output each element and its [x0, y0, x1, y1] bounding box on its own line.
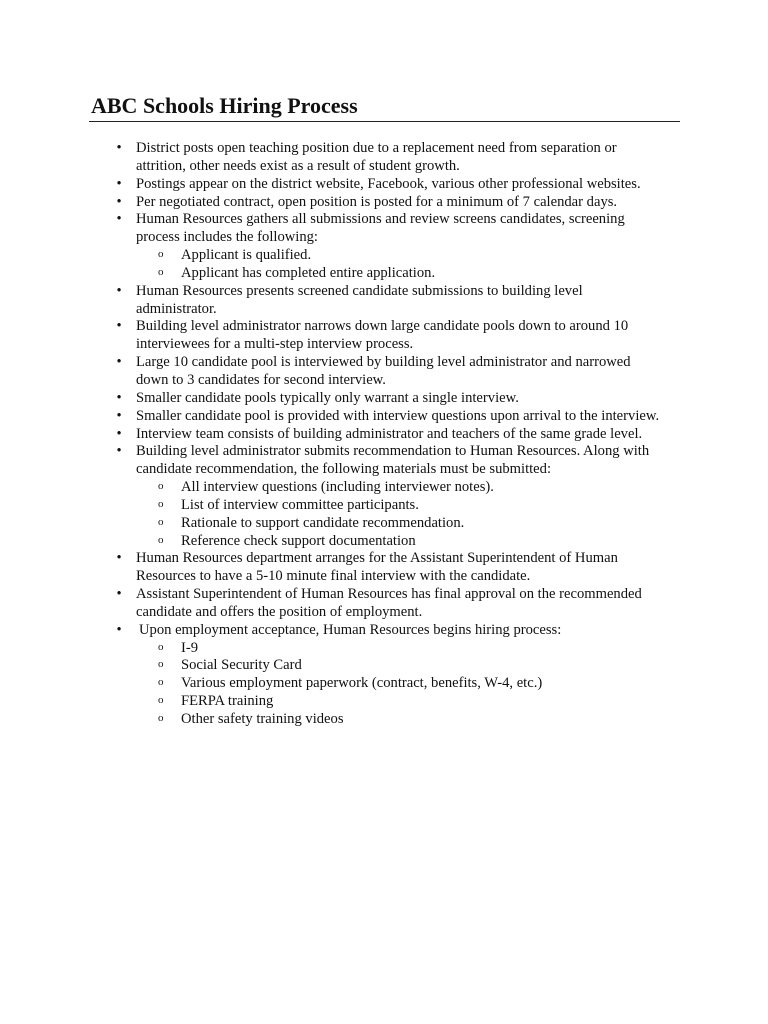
- bullet-icon: •: [116, 425, 122, 442]
- sub-bullet-icon: o: [158, 515, 164, 528]
- list-item: [112, 283, 682, 319]
- list-item-text: Human Resources gathers all submissions and review screens candidates, screening: [136, 211, 625, 228]
- sub-list-item-text: Social Security Card: [181, 657, 302, 674]
- bullet-icon: •: [116, 586, 122, 603]
- list-item-text: Building level administrator submits recommendation to Human Resources. Along with: [136, 443, 650, 460]
- sub-list-item: [136, 640, 682, 658]
- sub-list-item-text: Reference check support documentation: [181, 532, 416, 549]
- list-item-text: Postings appear on the district website, Facebook, various other professional websites.: [136, 175, 641, 192]
- list-item: [112, 354, 682, 390]
- list-item-text: Large 10 candidate pool is interviewed by building level administrator and narrowed: [136, 354, 631, 371]
- sub-bullet-icon: o: [158, 676, 164, 689]
- list-item-text: candidate and offers the position of employment.: [136, 603, 423, 620]
- list-item-text: administrator.: [136, 300, 217, 317]
- list-item-text: Human Resources presents screened candidate submissions to building level: [136, 282, 583, 299]
- sub-list: [136, 247, 682, 283]
- sub-list-item-text: Applicant is qualified.: [181, 247, 312, 264]
- list-item-text: Human Resources department arranges for the Assistant Superintendent of Human: [136, 550, 618, 567]
- bullet-icon: •: [116, 407, 122, 424]
- list-item-text: down to 3 candidates for second interview.: [136, 371, 386, 388]
- list-item-text: Smaller candidate pool is provided with interview questions upon arrival to the interview.: [136, 407, 660, 424]
- sub-bullet-icon: o: [158, 265, 164, 278]
- list-item: [112, 390, 682, 408]
- list-item-text: attrition, other needs exist as a result of student growth.: [136, 157, 460, 174]
- bullet-icon: •: [116, 389, 122, 406]
- sub-list-item: [136, 497, 682, 515]
- bullet-icon: •: [116, 318, 122, 335]
- sub-list-item-text: Other safety training videos: [181, 711, 344, 727]
- sub-list-item-text: Rationale to support candidate recommendation.: [181, 514, 465, 531]
- sub-list-item-text: Various employment paperwork (contract, benefits, W-4, etc.): [181, 675, 543, 692]
- title-underline: [89, 121, 680, 122]
- sub-list-item: [136, 675, 682, 693]
- sub-list-item: [136, 515, 682, 533]
- sub-list-item: [136, 479, 682, 497]
- bullet-icon: •: [116, 550, 122, 567]
- list-item-text: Resources to have a 5-10 minute final interview with the candidate.: [136, 568, 531, 585]
- sub-list-item: [136, 533, 682, 551]
- sub-bullet-icon: o: [158, 658, 164, 671]
- list-item-text: process includes the following:: [136, 229, 318, 246]
- hiring-process-list: [112, 140, 682, 729]
- sub-list-item-text: Applicant has completed entire application.: [181, 264, 436, 281]
- sub-list-item-text: FERPA training: [181, 693, 274, 710]
- list-item-text: District posts open teaching position due to a replacement need from separation or: [136, 140, 617, 156]
- list-item: [112, 176, 682, 194]
- sub-bullet-icon: o: [158, 533, 164, 546]
- list-item-text: Interview team consists of building administrator and teachers of the same grade level.: [136, 425, 643, 442]
- sub-list-item-text: List of interview committee participants.: [181, 496, 419, 513]
- sub-list-item: [136, 711, 682, 729]
- sub-list-item: [136, 247, 682, 265]
- bullet-icon: •: [116, 140, 122, 156]
- bullet-icon: •: [116, 354, 122, 371]
- sub-bullet-icon: o: [158, 712, 164, 724]
- list-item: [112, 622, 682, 729]
- list-item: [112, 586, 682, 622]
- list-item-text: candidate recommendation, the following materials must be submitted:: [136, 461, 552, 478]
- list-item: [112, 194, 682, 212]
- list-item-text: Per negotiated contract, open position is posted for a minimum of 7 calendar days.: [136, 193, 618, 210]
- list-item: [112, 140, 682, 176]
- sub-bullet-icon: o: [158, 248, 164, 261]
- sub-bullet-icon: o: [158, 480, 164, 493]
- sub-list-item: [136, 693, 682, 711]
- list-item-text: Upon employment acceptance, Human Resources begins hiring process:: [139, 621, 562, 638]
- sub-list-item-text: I-9: [181, 639, 199, 656]
- list-item-text: Assistant Superintendent of Human Resources has final approval on the recommended: [136, 586, 642, 603]
- list-item: [112, 550, 682, 586]
- list-item: [112, 318, 682, 354]
- bullet-icon: •: [116, 621, 122, 638]
- bullet-icon: •: [116, 282, 122, 299]
- bullet-icon: •: [116, 443, 122, 460]
- bullet-icon: •: [116, 175, 122, 192]
- list-item-text: Smaller candidate pools typically only warrant a single interview.: [136, 389, 519, 406]
- list-item-text: interviewees for a multi-step interview process.: [136, 336, 414, 353]
- list-item: [112, 426, 682, 444]
- page-title: ABC Schools Hiring Process: [91, 93, 358, 118]
- sub-list-item: [136, 657, 682, 675]
- bullet-icon: •: [116, 211, 122, 228]
- list-item: [112, 211, 682, 282]
- sub-list: [136, 640, 682, 729]
- list-item: [112, 408, 682, 426]
- sub-bullet-icon: o: [158, 694, 164, 707]
- list-item: [112, 443, 682, 550]
- sub-bullet-icon: o: [158, 640, 164, 653]
- list-item-text: Building level administrator narrows down large candidate pools down to around 10: [136, 318, 629, 335]
- sub-bullet-icon: o: [158, 497, 164, 510]
- sub-list: [136, 479, 682, 550]
- bullet-icon: •: [116, 193, 122, 210]
- sub-list-item: [136, 265, 682, 283]
- sub-list-item-text: All interview questions (including interviewer notes).: [181, 479, 494, 496]
